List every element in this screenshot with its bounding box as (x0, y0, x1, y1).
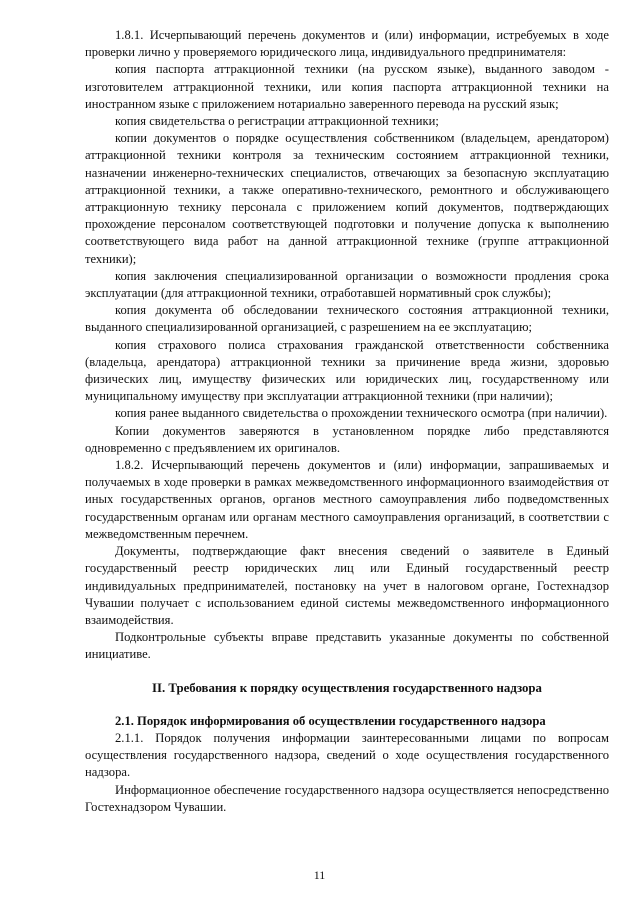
subsection-heading: 2.1. Порядок информирования об осуществлении государственного надзора (115, 713, 546, 728)
list-item-inspection-document: копия документа об обследовании технического состояния аттракционной техники, выданного специализированной организацией, с разрешением на ее эксплуатацию; (85, 303, 609, 335)
list-item-extension-conclusion: копия заключения специализированной организации о возможности продления срока эксплуатации (для аттракционной техники, отработавшей нормативный срок службы); (85, 268, 609, 301)
paragraph-1-8-2: 1.8.2. Исчерпывающий перечень документов и (или) информации, запрашиваемых и получаемых в ходе проверки в рамках межведомственного информационного взаимодействия от иных государственных органов, органов местного самоуправления либо подведомственных государственным органам или органам местного самоуправления организаций, в соответствии с межведомственным перечнем. (85, 458, 609, 541)
list-item-previous-certificate: копия ранее выданного свидетельства о прохождении технического осмотра (при наличии). (115, 406, 608, 421)
paragraph-2-1-1: 2.1.1. Порядок получения информации заинтересованными лицами по вопросам осуществления государственного надзора, сведений о ходе осуществления государственного надзора. (85, 730, 609, 780)
page-number: 11 (313, 868, 326, 882)
list-item-control-documents: копии документов о порядке осуществления собственником (владельцем, арендатором) аттракционной техники контроля за техническим состоянием аттракционной техники, назначении инженерно-технических специалистов, отвечающих за безопасную эксплуатацию аттракционной техники, а также оперативно-технического, ремонтного и обслуживающего аттракционную технику персонала с приложением копий документов, подтверждающих прохождение персоналом соответствующей подготовки и получение допуска к выполнению соответствующего вида работ на данной аттракционной технике (группе аттракционной техники); (85, 131, 609, 266)
document-body (85, 27, 609, 816)
paragraph-copies-certification: Копии документов заверяются в установленном порядке либо представляются одновременно с предъявлением их оригиналов. (85, 423, 609, 455)
paragraph-registry-documents: Документы, подтверждающие факт внесения сведений о заявителе в Единый государственный реестр юридических лиц или Единый государственный реестр индивидуальных предпринимателей, постановку на учет в налоговом органе, Гостехнадзор Чувашии получает с использованием единой системы межведомственного информационного взаимодействия. (85, 544, 609, 627)
list-item-passport-copy: копия паспорта аттракционной техники (на русском языке), выданного заводом - изготовителем аттракционной техники, или копия паспорта аттракционной техники на иностранном языке с приложением нотариально заверенного перевода на русский язык; (85, 62, 609, 111)
list-item-registration-certificate: копия свидетельства о регистрации аттракционной техники; (115, 114, 439, 129)
section-heading: II. Требования к порядку осуществления государственного надзора (152, 680, 542, 695)
list-item-insurance-policy: копия страхового полиса страхования гражданской ответственности собственника (владельца, арендатора) аттракционной техники за причинение вреда жизни, здоровью физических лиц, имуществу физических или юридических лиц, государственному или муниципальному имуществу при эксплуатации аттракционной техники (при наличии); (85, 337, 609, 404)
paragraph-own-initiative: Подконтрольные субъекты вправе представить указанные документы по собственной инициативе. (85, 630, 609, 662)
paragraph-1-8-1: 1.8.1. Исчерпывающий перечень документов и (или) информации, истребуемых в ходе проверки лично у проверяемого юридического лица, индивидуального предпринимателя: (85, 28, 609, 60)
paragraph-information-support: Информационное обеспечение государственного надзора осуществляется непосредственно Гостехнадзором Чувашии. (85, 782, 609, 814)
